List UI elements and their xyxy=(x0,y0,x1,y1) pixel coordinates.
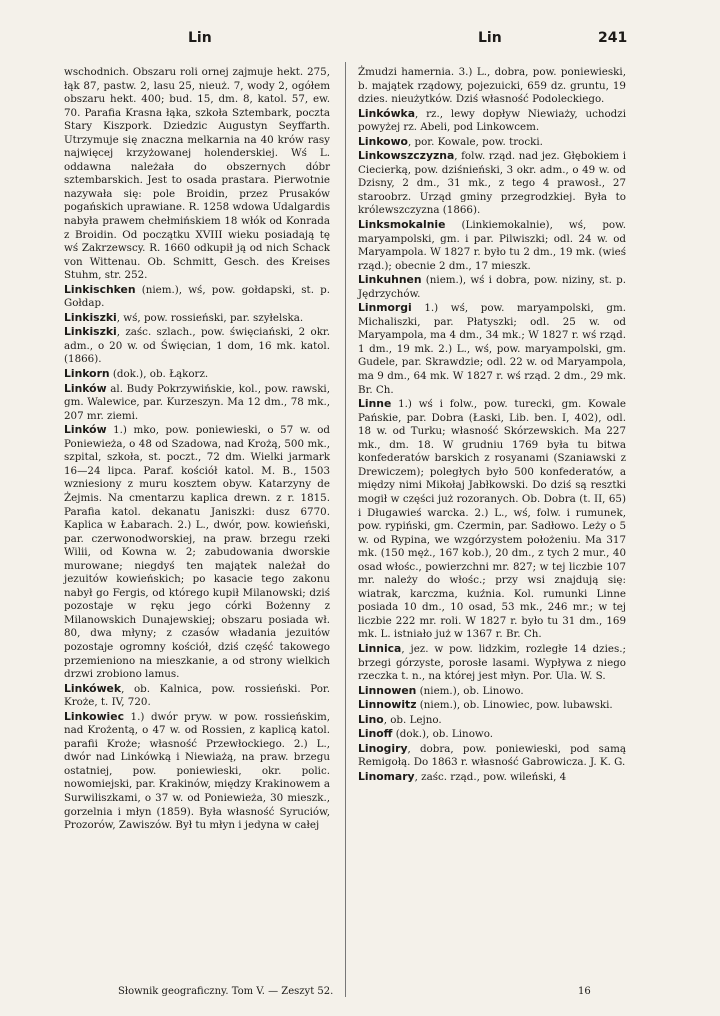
dictionary-entry xyxy=(358,301,626,397)
entry-text: , ob. Lejno. xyxy=(383,713,442,726)
dictionary-entry xyxy=(358,149,626,218)
entry-text: (niem.), wś i dobra, pow. niziny, st. p. Jędrzychów. xyxy=(358,274,626,300)
entry-headword: Linoff xyxy=(358,727,393,741)
entry-text: (dok.), ob. Łąkorz. xyxy=(109,368,209,381)
entry-headword: Linkorn xyxy=(64,367,110,381)
dictionary-entry xyxy=(358,273,626,301)
dictionary-entry xyxy=(358,727,626,742)
entry-headword: Linne xyxy=(358,397,392,411)
entry-text: , zaśc. rząd., pow. wileński, 4 xyxy=(414,770,567,783)
entry-text: , dobra, pow. poniewieski, pod samą Remigołą. Do 1863 r. własność Gabrowicza. J. K. G. xyxy=(358,742,626,769)
entry-text: wschodnich. Obszaru roli ornej zajmuje hekt. 275, łąk 87, pastw. 2, lasu 25, nieuż. 7, wody 2, ogółem obszaru hekt. 400; bud. 15, dm. 8, katol. 57, ew. 70. Parafia Krasna łąka, szkoła Sztembark, poczta Stary Kiszpork. Dziedzic Augustyn Seyffarth. Utrzymuje się znaczna melkarnia na 40 krów rasy najwięcej krzyżowanej holenderskiej. Wś L. oddawna należała do obszernych dóbr sztembarskich. Jest to osada prastara. Pierwotnie nazywała się: pole Broidin, przez Prusaków pogańskich uprawiane. R. 1258 wdowa Udalgardis nabyła prawem chełmińskiem 18 włók od Konrada z Broidin. Od początku XVIII wieku posiadają tę wś Zakrzewscy. R. 1660 odkupił ją od nich Schack von Wittenau. Ob. Schmitt, Gesch. des Kreises Stuhm, str. 252. xyxy=(64,66,330,282)
entry-text: 1.) mko, pow. poniewieski, o 57 w. od Poniewieża, o 48 od Szadowa, nad Krożą, 500 mk., szpital, szkoła, st. poczt., 72 dm. Wielki jarmark 16—24 lipca. Paraf. kościół katol. M. B., 1503 wzniesiony z muru kosztem obyw. Katarzyny de Żejmis. Na cmentarzu kaplica drewn. z r. 1815. Parafia katol. dekanatu Janiszki: dusz 6770. Kaplica w Łabarach. 2.) L., dwór, pow. kowieński, par. czerwonodworskiej, na praw. brzegu rzeki Wilii, od Kowna w. 2; zabudowania dworskie murowane; niegdyś ten majątek należał do jezuitów kowieńskich; po kasacie tego zakonu nabył go Fergis, od którego kupił Milanowski; dziś pozostaje w ręku jego córki Bożenny z Milanowskich Dunajewskiej; obszaru posiada wł. 80, dwa młyny; z czasów władania jezuitów pozostaje ogromny kościół, dziś część takowego przemieniono na mieszkanie, a od strony wielkich drzwi zrobiono lamus. xyxy=(64,424,330,681)
right-column xyxy=(358,66,626,784)
dictionary-entry xyxy=(64,367,330,382)
entry-headword: Linnowen xyxy=(358,683,417,697)
entry-headword: Linmorgi xyxy=(358,301,412,315)
dictionary-entry xyxy=(64,325,330,367)
entry-headword: Linkiszki xyxy=(64,310,117,324)
dictionary-entry xyxy=(64,423,330,681)
entry-text: Żmudzi hamernia. 3.) L., dobra, pow. poniewieski, b. majątek rządowy, pojezuicki, 659 dz. gruntu, 19 dzies. nieużytków. Dziś własność Podoleckiego. xyxy=(358,66,626,106)
entry-text: (niem.), ob. Linowo. xyxy=(416,684,524,697)
entry-headword: Lino xyxy=(358,712,384,726)
dictionary-entry xyxy=(358,642,626,684)
dictionary-entry xyxy=(64,710,330,833)
dictionary-entry xyxy=(358,218,626,273)
entry-headword: Linkówek xyxy=(64,681,122,695)
dictionary-entry xyxy=(358,397,626,642)
entry-text: , folw. rząd. nad jez. Głębokiem i Ciecierką, pow. dziśnieński, 3 okr. adm., o 49 w. od Dzisny, 2 dm., 31 mk., z tego 4 prawosł., 27 staroobrz. Urząd gminy przegrodzkiej. Była to królewszczyzna (1866). xyxy=(358,150,626,217)
dictionary-entry xyxy=(64,66,330,283)
dictionary-entry xyxy=(64,311,330,326)
entry-headword: Linkischken xyxy=(64,282,136,296)
entry-text: 1.) dwór pryw. w pow. rossieńskim, nad Krożentą, o 47 w. od Rossien, z kaplicą katol. parafii Kroże; własność Przewłockiego. 2.) L., dwór nad Linkówką i Niewiażą, na praw. brzegu ostatniej, pow. poniewieski, okr. polic. nowomiejski, par. Krakinów, między Krakinowem a Surwiliszkami, o 37 w. od Poniewieża, 30 mieszk., gorzelnia i młyn (1859). Była własność Syruciów, Prozorów, Zawiszów. Był tu młyn i jedyna w całej xyxy=(64,710,330,832)
page-number: 241 xyxy=(598,30,628,46)
dictionary-entry xyxy=(358,698,626,713)
entry-headword: Linkiszki xyxy=(64,325,117,339)
entry-headword: Linksmokalnie xyxy=(358,218,446,232)
entry-headword: Linkowszczyzna xyxy=(358,149,455,163)
footer-signature: 16 xyxy=(578,986,591,997)
entry-text: (niem.), wś, pow. gołdapski, st. p. Gołdap. xyxy=(64,283,330,310)
entry-text: , wś, pow. rossieński, par. szyłelska. xyxy=(116,311,304,324)
entry-headword: Linnica xyxy=(358,641,402,655)
dictionary-entry xyxy=(358,742,626,770)
entry-headword: Linogiry xyxy=(358,741,408,755)
entry-text: (dok.), ob. Linowo. xyxy=(392,728,493,741)
dictionary-entry xyxy=(358,107,626,135)
dictionary-entry xyxy=(64,283,330,311)
dictionary-entry xyxy=(358,135,626,150)
column-divider xyxy=(345,62,346,997)
entry-text: al. Budy Pokrzywińskie, kol., pow. rawski, gm. Walewice, par. Kurzeszyn. Ma 12 dm., 78 mk., 207 mr. ziemi. xyxy=(64,382,330,422)
entry-text: , por. Kowale, pow. trocki. xyxy=(407,135,543,148)
running-head-right: Lin xyxy=(478,30,502,46)
entry-headword: Linków xyxy=(64,381,107,395)
dictionary-entry xyxy=(64,382,330,424)
entry-headword: Linnowitz xyxy=(358,698,417,712)
entry-text: 1.) wś i folw., pow. turecki, gm. Kowale Pańskie, par. Dobra (Łaski, Lib. ben. I, 402), odl. 18 w. od Turku; własność Skórzewskich. Ma 227 mk., dm. 18. W grudniu 1769 była tu bitwa konfederatów barskich z rosyanami (Szaniawski z Drewiczem); poległych było 500 konfederatów, a między nimi Mikołaj Jabłkowski. Do dziś są resztki mogił w części już rozoranych. Ob. Dobra (t. II, 65) i Długawieś warcka. 2.) L., wś, folw. i rumunek, pow. rypiński, gm. Czermin, par. Sadłowo. Leży o 5 w. od Rypina, we wzgórzystem położeniu. Ma 317 mk. (150 męż., 167 kob.), 20 dm., z tych 2 mur., 40 osad włośc., powierzchni mr. 827; w tej liczbie 107 mr. należy do włośc.; przy wsi znajdują się: wiatrak, karczma, kuźnia. Kol. rumunki Linne posiada 10 dm., 10 osad, 53 mk., 246 mr.; w tej liczbie 222 mr. roli. W 1827 r. było tu 31 dm., 169 mk. L. istniało już w 1367 r. Br. Ch. xyxy=(358,398,626,641)
entry-headword: Linkówka xyxy=(358,106,416,120)
entry-headword: Linków xyxy=(64,423,107,437)
entry-headword: Linkowo xyxy=(358,134,408,148)
running-head-left: Lin xyxy=(188,30,212,46)
entry-headword: Linkuhnen xyxy=(358,273,422,287)
dictionary-entry xyxy=(358,713,626,728)
left-column xyxy=(64,66,330,833)
entry-text: , jez. w pow. lidzkim, rozległe 14 dzies.; brzegi górzyste, porosłe lasami. Wypływa z niego rzeczka t. n., na której jest młyn. Por. Ula. W. S. xyxy=(358,642,626,683)
dictionary-entry xyxy=(358,66,626,107)
footer-series-title: Słownik geograficzny. Tom V. — Zeszyt 52. xyxy=(118,986,334,997)
entry-text: 1.) wś, pow. maryampolski, gm. Michaliszki, par. Płatyszki; odl. 25 w. od Maryampola, ma 4 dm., 34 mk.; W 1827 r. wś rząd. 1 dm., 19 mk. 2.) L., wś, pow. maryampolski, gm. Gudele, par. Skrawdzie; odl. 22 w. od Maryampola, ma 9 dm., 64 mk. W 1827 r. wś rząd. 2 dm., 29 mk. Br. Ch. xyxy=(358,302,626,396)
dictionary-entry xyxy=(358,684,626,699)
entry-text: , zaśc. szlach., pow. święciański, 2 okr. adm., o 20 w. od Święcian, 1 dom, 16 mk. katol. (1866). xyxy=(64,326,330,366)
entry-text: , rz., lewy dopływ Niewiaży, uchodzi powyżej rz. Abeli, pod Linkowcem. xyxy=(358,107,626,134)
entry-headword: Linkowiec xyxy=(64,709,124,723)
dictionary-entry xyxy=(64,682,330,710)
dictionary-entry xyxy=(358,770,626,785)
entry-text: , ob. Kalnica, pow. rossieński. Por. Kroże, t. IV, 720. xyxy=(64,682,330,709)
entry-headword: Linomary xyxy=(358,769,415,783)
entry-text: (niem.), ob. Linowiec, pow. lubawski. xyxy=(416,699,613,712)
entry-text: (Linkiemokalnie), wś, pow. maryampolski, gm. i par. Pilwiszki; odl. 24 w. od Maryampola. W 1827 r. było tu 2 dm., 19 mk. (wieś rząd.); obecnie 2 dm., 17 mieszk. xyxy=(358,219,626,272)
